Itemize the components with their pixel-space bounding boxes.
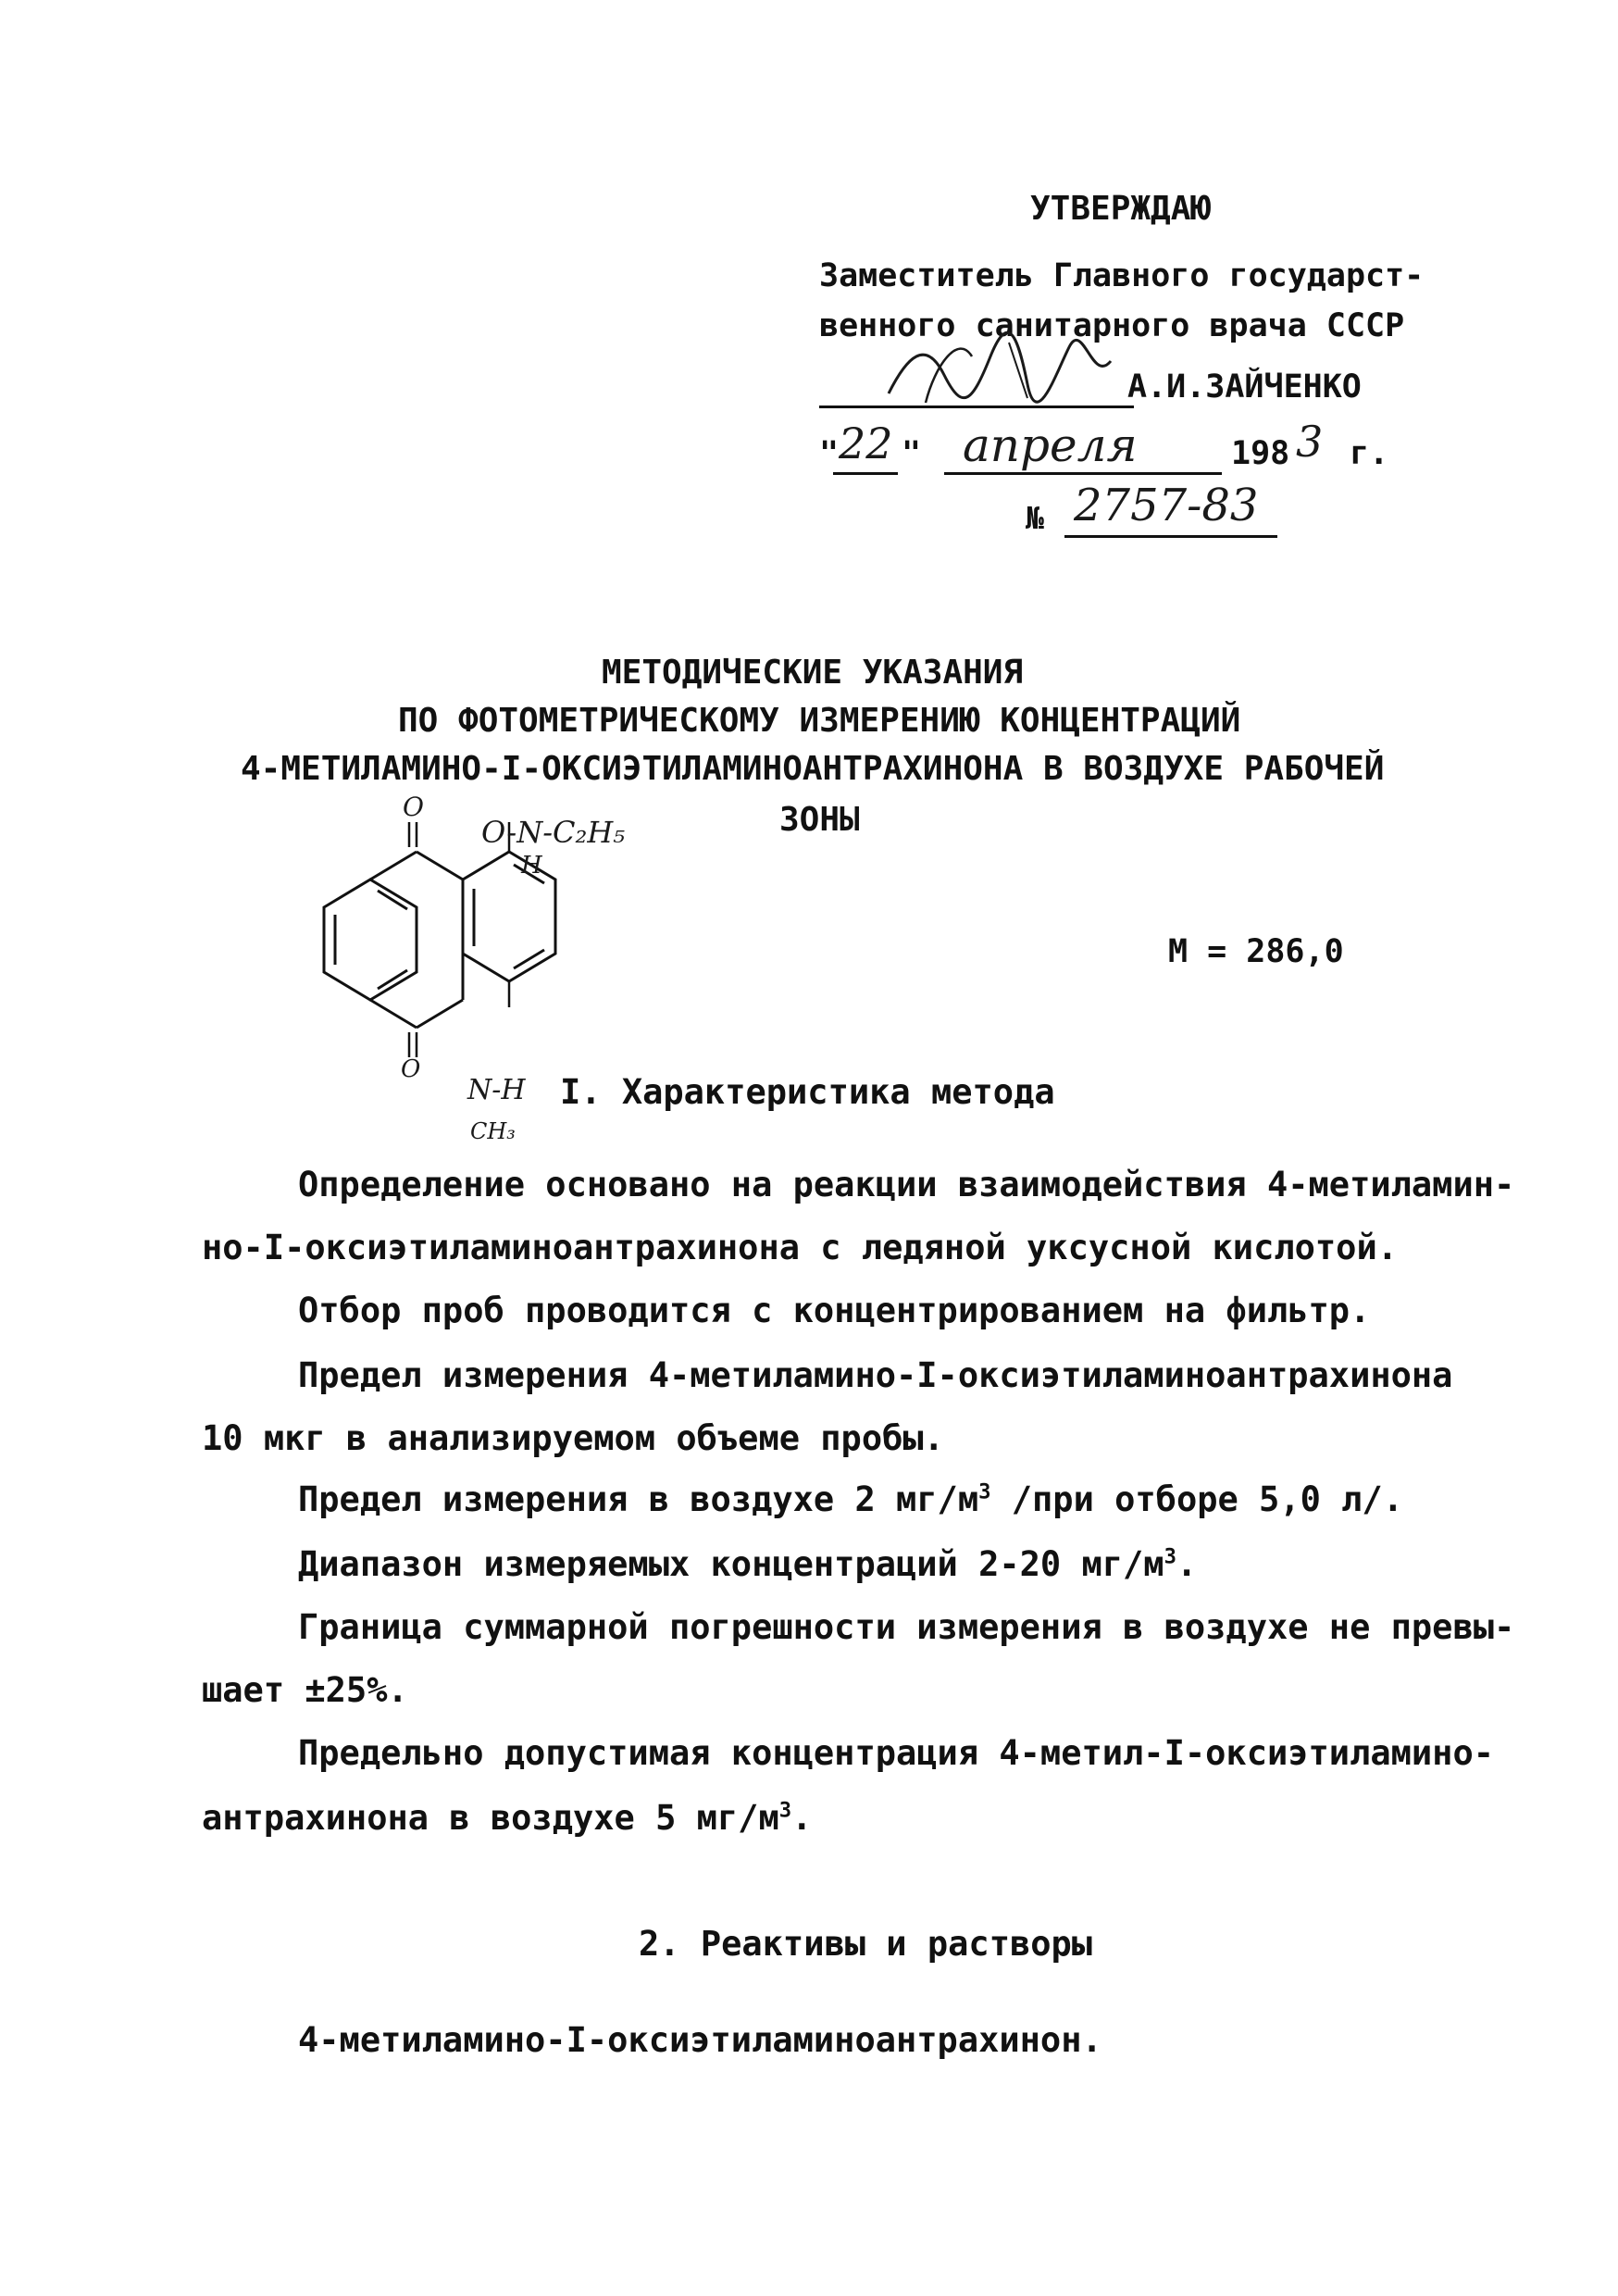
approval-position-line1: Заместитель Главного государст- <box>819 257 1425 294</box>
date-day: 22 <box>839 418 893 468</box>
formula-h-top: H <box>521 852 542 880</box>
handwritten-signature <box>870 319 1129 421</box>
formula-o-bottom: O <box>401 1055 421 1083</box>
formula-ch3: CH₃ <box>470 1118 516 1144</box>
section1-p6-line1: Граница суммарной погрешности измерения в воздухе не превы- <box>298 1607 1515 1647</box>
p4-text-end: /при отборе 5,0 л/. <box>990 1479 1403 1519</box>
section1-p6-line2: шает ±25%. <box>202 1670 408 1710</box>
number-handwritten: 2757-83 <box>1074 480 1259 531</box>
number-underline <box>1064 535 1277 538</box>
section2-item1: 4-метиламино-I-оксиэтиламиноантрахинон. <box>298 2020 1102 2060</box>
date-month-underline <box>944 472 1222 475</box>
date-quote-close: " <box>902 435 922 472</box>
section1-p3-line2: 10 мкг в анализируемом объеме пробы. <box>202 1418 944 1458</box>
p4-text: Предел измерения в воздухе 2 мг/м <box>298 1479 979 1519</box>
formula-n-bottom: N-H <box>467 1074 526 1106</box>
date-year-print: 198 <box>1231 435 1290 472</box>
section1-p7-line1: Предельно допустимая концентрация 4-метил-I-оксиэтиламино- <box>298 1733 1495 1773</box>
section1-heading: I. Характеристика метода <box>560 1072 1055 1112</box>
date-day-underline <box>833 472 898 475</box>
p7-text: антрахинона в воздухе 5 мг/м <box>202 1798 779 1838</box>
date-year-hand: 3 <box>1296 417 1324 467</box>
section1-p1-line1: Определение основано на реакции взаимодействия 4-метиламин- <box>298 1165 1515 1204</box>
section1-p5 <box>298 1544 1197 1584</box>
section1-p2: Отбор проб проводится с концентрированием на фильтр. <box>298 1291 1371 1330</box>
section1-p4 <box>298 1479 1403 1519</box>
p5-text: Диапазон измеряемых концентраций 2-20 мг/м <box>298 1544 1164 1584</box>
approval-name: А.И.ЗАЙЧЕНКО <box>1127 368 1362 406</box>
number-prefix: № <box>1026 500 1044 536</box>
p7-superscript: 3 <box>778 1798 792 1823</box>
date-month: апреля <box>963 418 1138 472</box>
title-line3: 4-МЕТИЛАМИНО-I-ОКСИЭТИЛАМИНОАНТРАХИНОНА В ВОЗДУХЕ РАБОЧЕЙ <box>241 750 1385 788</box>
section1-p7-line2 <box>202 1798 812 1838</box>
p5-superscript: 3 <box>1164 1544 1176 1569</box>
section1-p1-line2: но-I-оксиэтиламиноантрахинона с ледяной уксусной кислотой. <box>202 1228 1399 1267</box>
date-quote-open: " <box>819 435 840 472</box>
p7-text-end: . <box>791 1798 813 1838</box>
title-line4: ЗОНЫ <box>779 801 860 839</box>
p4-superscript: 3 <box>978 1479 991 1504</box>
p5-text-end: . <box>1176 1544 1198 1584</box>
molar-mass: M = 286,0 <box>1168 933 1344 970</box>
section1-p3-line1: Предел измерения 4-метиламино-I-оксиэтиламиноантрахинона <box>298 1355 1453 1395</box>
formula-substituent-top: O-N-C₂H₅ <box>481 815 626 850</box>
title-line2: ПО ФОТОМЕТРИЧЕСКОМУ ИЗМЕРЕНИЮ КОНЦЕНТРАЦИЙ <box>398 702 1241 740</box>
title-line1: МЕТОДИЧЕСКИЕ УКАЗАНИЯ <box>602 654 1024 692</box>
date-suffix: г. <box>1350 435 1389 472</box>
approval-heading: УТВЕРЖДАЮ <box>1030 190 1212 228</box>
formula-o-top: O <box>403 792 424 822</box>
section2-heading: 2. Реактивы и растворы <box>639 1924 1093 1964</box>
approval-position-line2: венного санитарного врача СССР <box>819 307 1405 344</box>
